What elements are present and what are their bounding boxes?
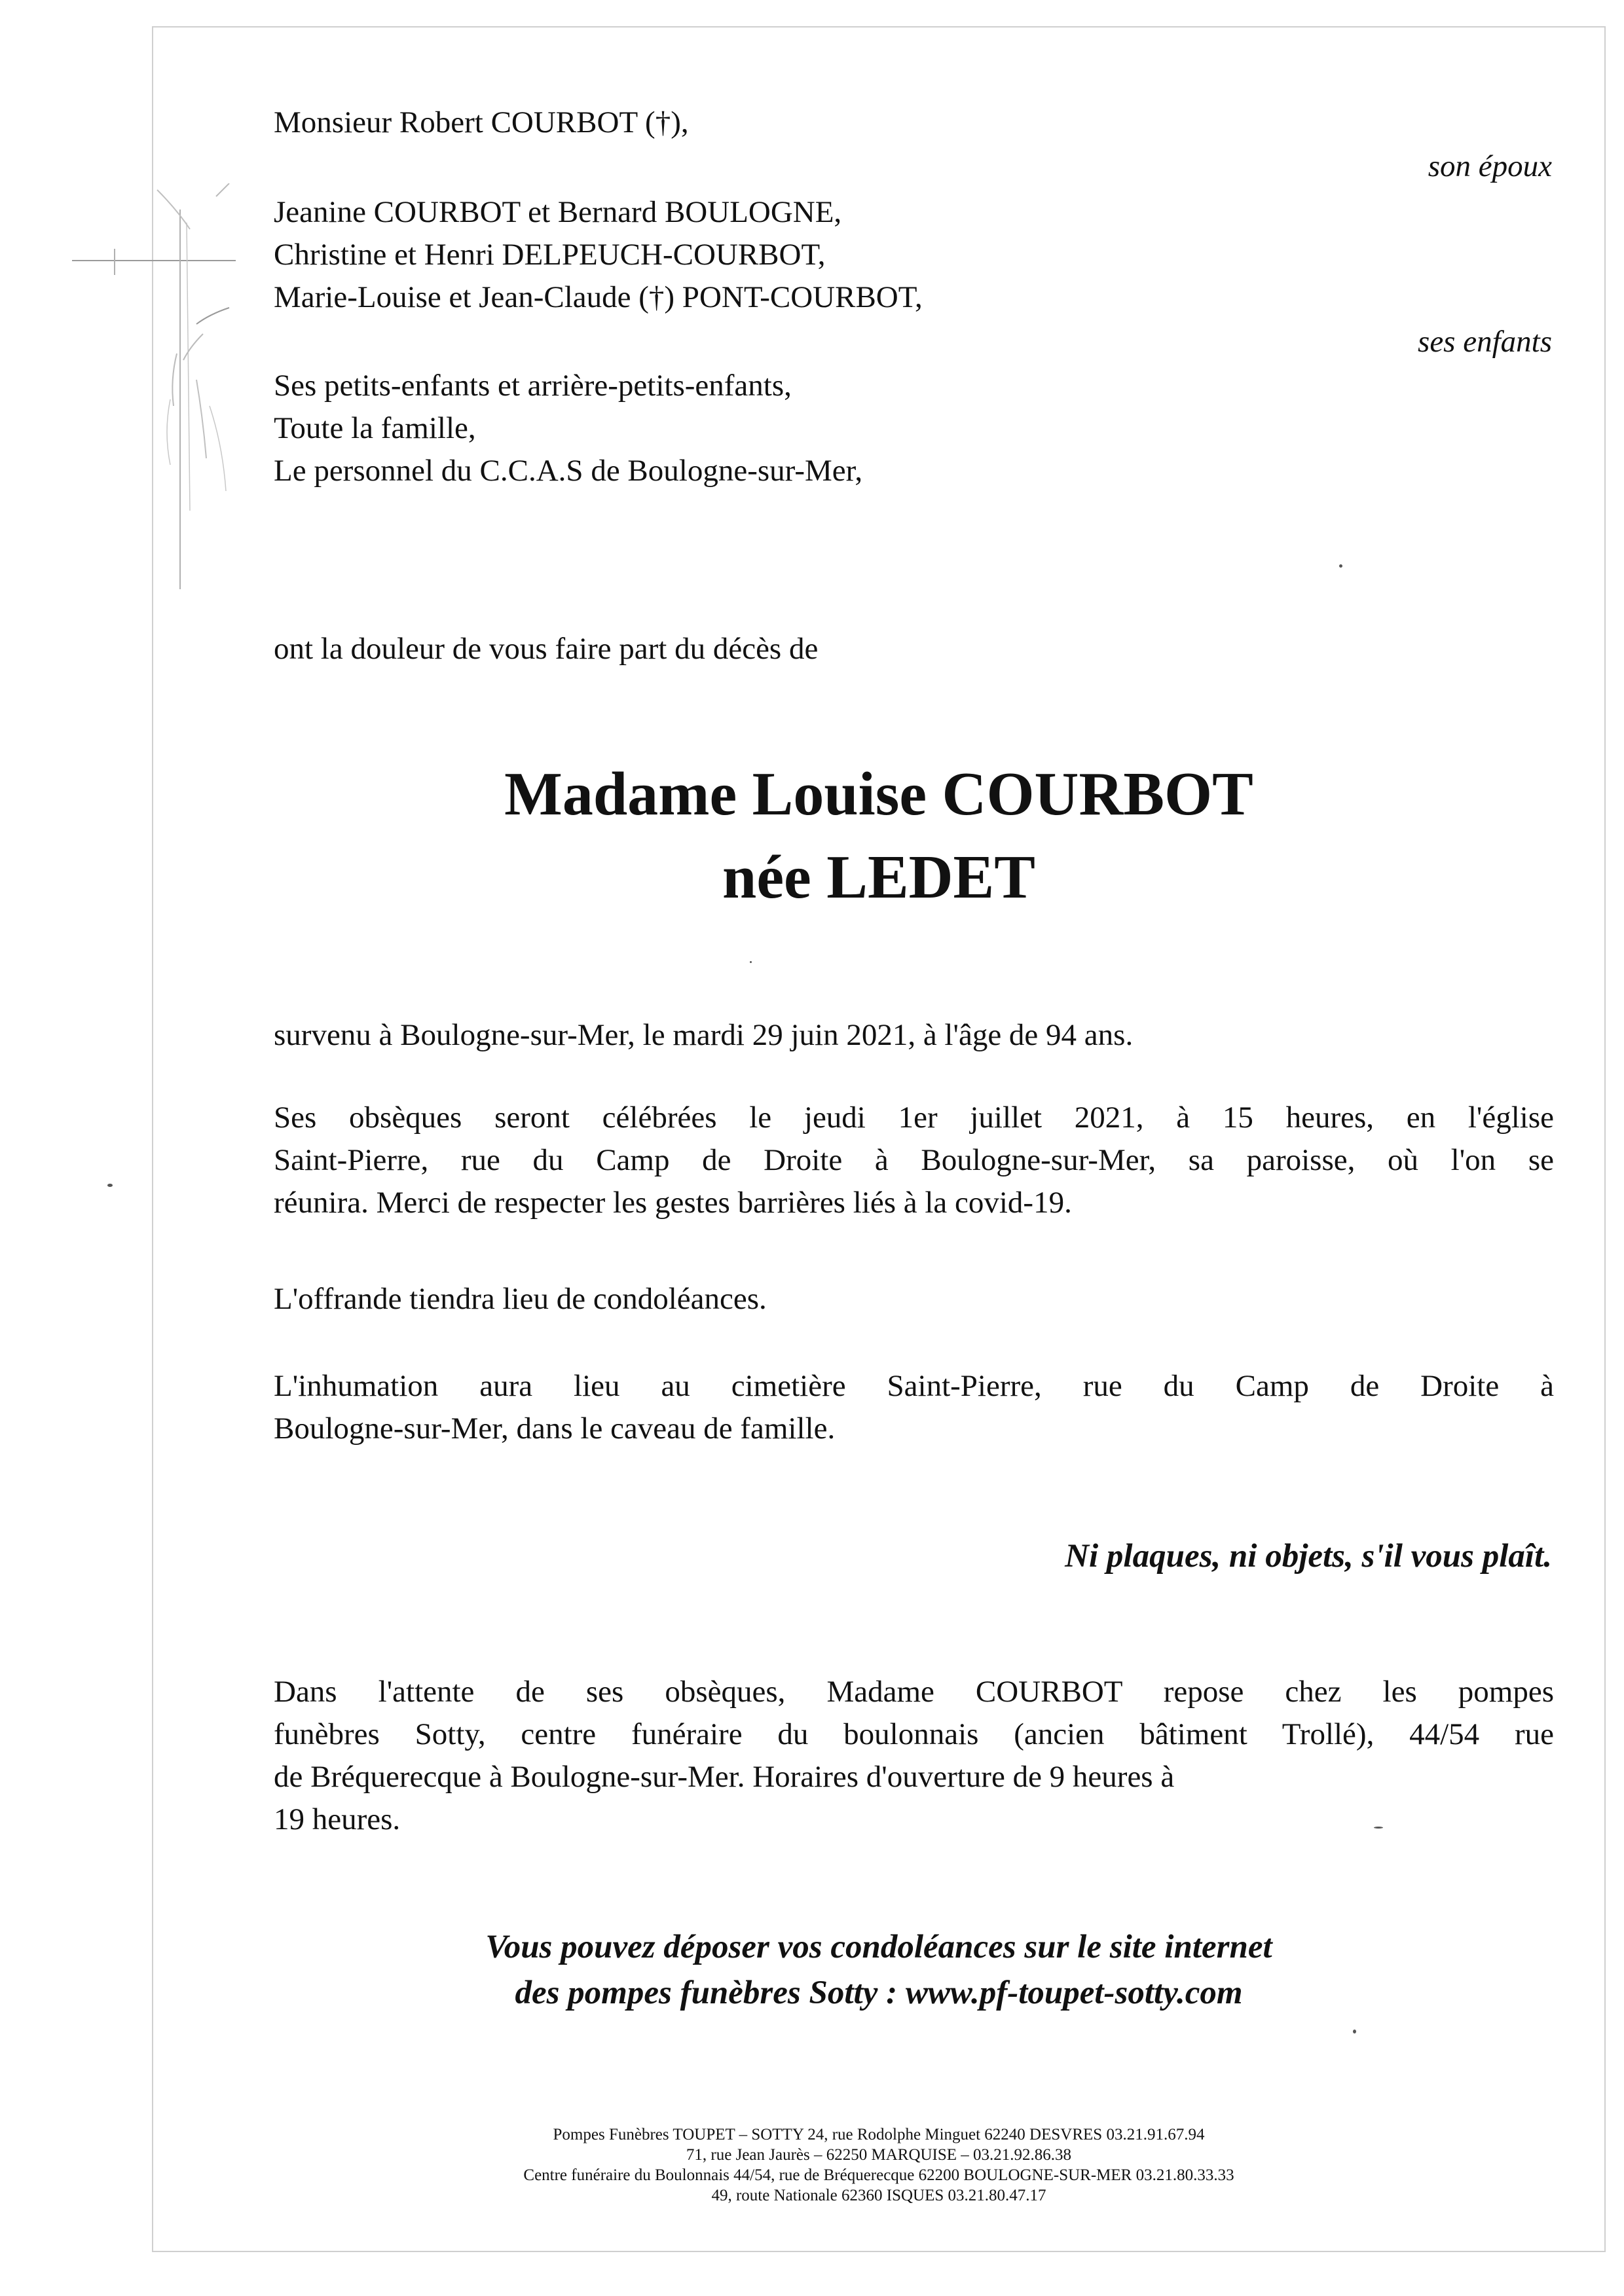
husband-role: son époux (1428, 149, 1552, 183)
family-line-3: Le personnel du C.C.A.S de Boulogne-sur-Mer, (274, 454, 863, 488)
burial-line-1: L'inhumation aura lieu au cimetière Saint-Pierre, rue du Camp de Droite à (274, 1369, 1554, 1403)
resting-line-1: Dans l'attente de ses obsèques, Madame COURBOT repose chez les pompes (274, 1675, 1554, 1709)
footer-line-4: 49, route Nationale 62360 ISQUES 03.21.80.47.17 (711, 2187, 1046, 2204)
footer-line-3: Centre funéraire du Boulonnais 44/54, rue de Bréquerecque 62200 BOULOGNE-SUR-MER 03.21.80.33.33 (523, 2166, 1234, 2184)
child-line-1: Jeanine COURBOT et Bernard BOULOGNE, (274, 195, 842, 229)
resting-line-3: de Bréquerecque à Boulogne-sur-Mer. Horaires d'ouverture de 9 heures à (274, 1760, 1175, 1794)
deceased-maiden-name: née LEDET (722, 843, 1035, 911)
speck (1353, 2030, 1356, 2033)
child-line-3: Marie-Louise et Jean-Claude (†) PONT-COURBOT, (274, 280, 923, 314)
husband-line: Monsieur Robert COURBOT (†), (274, 105, 689, 139)
offering-text: L'offrande tiendra lieu de condoléances. (274, 1282, 767, 1316)
family-line-2: Toute la famille, (274, 411, 476, 445)
burial-line-2: Boulogne-sur-Mer, dans le caveau de famille. (274, 1412, 836, 1446)
children-role: ses enfants (1418, 325, 1552, 359)
child-line-2: Christine et Henri DELPEUCH-COURBOT, (274, 238, 826, 272)
death-details: survenu à Boulogne-sur-Mer, le mardi 29 juin 2021, à l'âge de 94 ans. (274, 1018, 1134, 1052)
funeral-line-2: Saint-Pierre, rue du Camp de Droite à Boulogne-sur-Mer, sa paroisse, où l'on se (274, 1143, 1554, 1177)
no-flowers-note: Ni plaques, ni objets, s'il vous plaît. (1065, 1538, 1552, 1575)
speck (1339, 564, 1342, 568)
announcement-text: ont la douleur de vous faire part du décès de (274, 632, 819, 666)
speck (1374, 1827, 1383, 1829)
footer-line-2: 71, rue Jean Jaurès – 62250 MARQUISE – 03.21.92.86.38 (686, 2146, 1072, 2164)
condolences-line-2: des pompes funèbres Sotty : www.pf-toupet-sotty.com (515, 1975, 1243, 2011)
speck (750, 961, 752, 963)
resting-paragraph (274, 1673, 1554, 1838)
funeral-line-1: Ses obsèques seront célébrées le jeudi 1er juillet 2021, à 15 heures, en l'église (274, 1101, 1554, 1135)
burial-paragraph (274, 1367, 1554, 1448)
resting-line-2: funèbres Sotty, centre funéraire du boulonnais (ancien bâtiment Trollé), 44/54 rue (274, 1717, 1554, 1751)
funeral-paragraph (274, 1099, 1554, 1222)
footer-line-1: Pompes Funèbres TOUPET – SOTTY 24, rue Rodolphe Minguet 62240 DESVRES 03.21.91.67.94 (553, 2126, 1205, 2143)
condolences-line-1: Vous pouvez déposer vos condoléances sur le site internet (485, 1929, 1272, 1965)
resting-line-4: 19 heures. (274, 1802, 401, 1836)
deceased-name: Madame Louise COURBOT (504, 760, 1253, 828)
cross-icon (65, 183, 262, 602)
funeral-line-3: réunira. Merci de respecter les gestes barrières liés à la covid-19. (274, 1186, 1072, 1220)
family-line-1: Ses petits-enfants et arrière-petits-enfants, (274, 369, 792, 403)
speck (107, 1184, 113, 1187)
